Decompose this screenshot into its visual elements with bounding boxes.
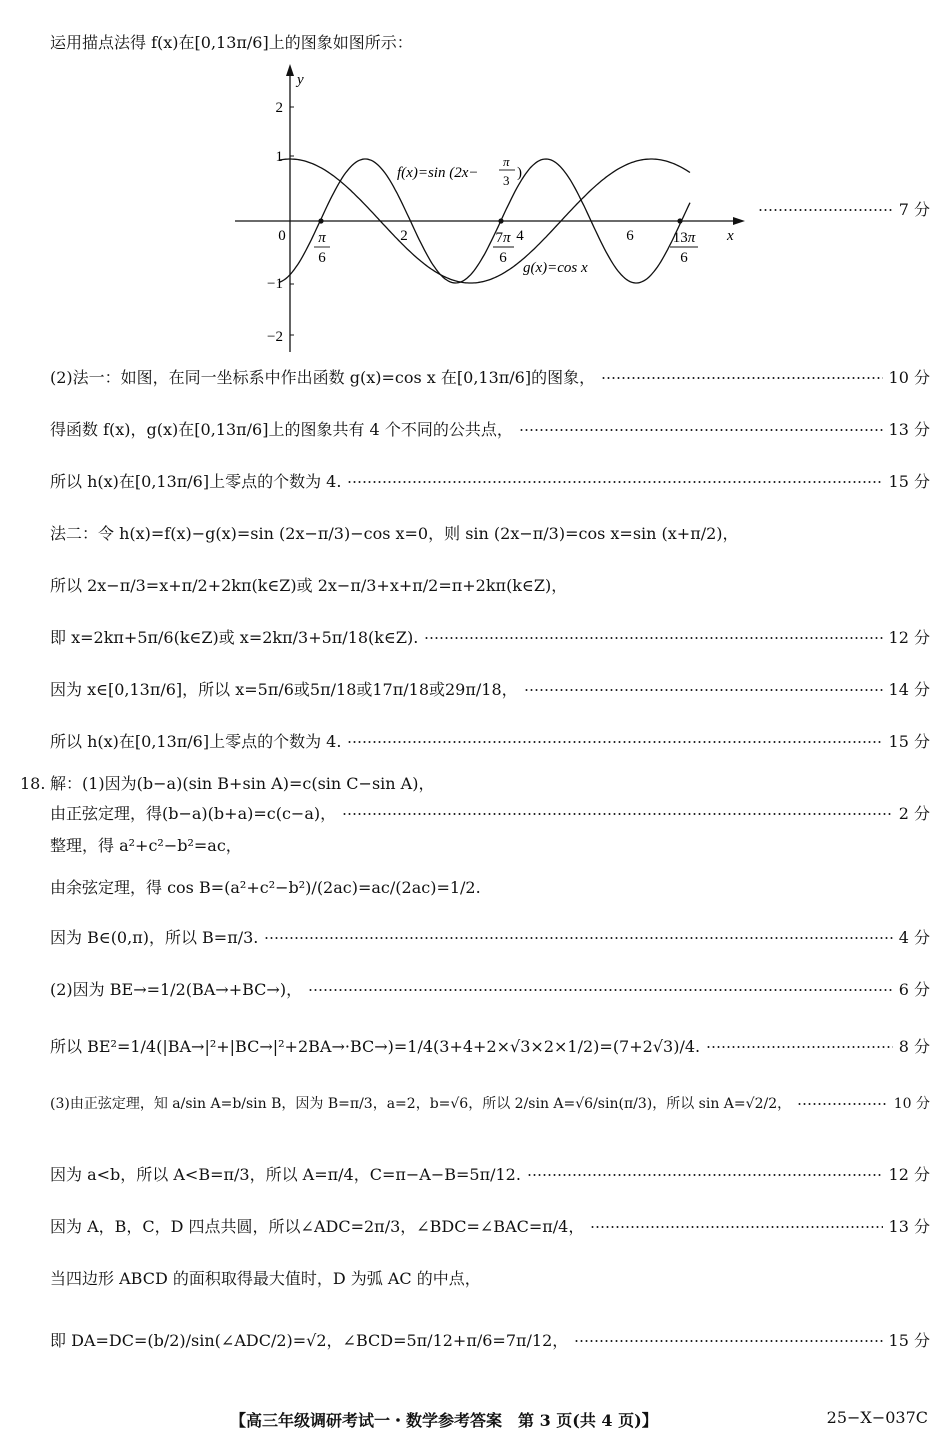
solution-line: 所以 BE²=1/4(|BA→|²+|BC→|²+2BA→·BC→)=1/4(3+4+2×√3×2×1/2)=(7+2√3)/4. 8 分 [50,1037,930,1056]
svg-text:π: π [503,154,510,169]
solution-line: (2)法一：如图，在同一坐标系中作出函数 g(x)=cos x 在[0,13π/6]的图象， 10 分 [50,368,930,387]
function-graph [225,62,755,357]
solution-line: 运用描点法得 f(x)在[0,13π/6]上的图象如图所示： [50,33,413,52]
y-axis-arrow [286,64,294,76]
footer-code: 25−X−037C [826,1408,928,1427]
label-6b: 6 [499,250,507,266]
x-tick-label: 6 [626,228,634,244]
solution-line: 整理，得 a²+c²−b²=ac， [50,836,242,855]
solution-line: 得函数 f(x)，g(x)在[0,13π/6]上的图象共有 4 个不同的公共点， 13 分 [50,420,930,439]
svg-text:): ) [517,165,522,181]
solution-line: 由正弦定理，得(b−a)(b+a)=c(c−a)， 2 分 [50,804,930,823]
x-axis-label: x [727,228,734,244]
graph-score-line [752,199,930,221]
label-13pi: 13π [672,230,696,246]
solution-line: 解：(1)因为(b−a)(sin B+sin A)=c(sin C−sin A)， [50,774,435,793]
label-6: 6 [318,250,326,266]
axes [235,72,737,352]
solution-line: 由余弦定理，得 cos B=(a²+c²−b²)/(2ac)=ac/(2ac)=1/2. [50,878,481,897]
y-tick-label: −1 [267,276,283,292]
solution-line: 即 DA=DC=(b/2)/sin(∠ADC/2)=√2，∠BCD=5π/12+π/6=7π/12， 15 分 [50,1331,930,1350]
y-tick-label: 1 [275,149,283,165]
solution-line: 因为 B∈(0,π)，所以 B=π/3. 4 分 [50,928,930,947]
solution-line: 因为 A，B，C，D 四点共圆，所以∠ADC=2π/3，∠BDC=∠BAC=π/4， 13 分 [50,1217,930,1236]
solution-line: 因为 x∈[0,13π/6]，所以 x=5π/6或5π/18或17π/18或29π/18， 14 分 [50,680,930,699]
solution-line: 所以 h(x)在[0,13π/6]上零点的个数为 4. 15 分 [50,472,930,491]
solution-line: 即 x=2kπ+5π/6(k∈Z)或 x=2kπ/3+5π/18(k∈Z). 12 分 [50,628,930,647]
y-axis-label: y [297,72,304,88]
footer-title: 【高三年级调研考试一・数学参考答案 第 3 页(共 4 页)】 [230,1411,658,1430]
x-tick-label: 4 [516,228,524,244]
label-g: g(x)=cos x [523,260,588,276]
y-tick-label: −2 [267,329,283,345]
x-tick-label: 2 [400,228,408,244]
label-6c: 6 [680,250,688,266]
question-number: 18. [20,774,46,793]
label-7pi: 7π [495,230,511,246]
label-f: f(x)=sin (2x− [397,165,479,181]
solution-line: (2)因为 BE→=1/2(BA→+BC→)， 6 分 [50,980,930,999]
solution-line: 当四边形 ABCD 的面积取得最大值时，D 为弧 AC 的中点， [50,1269,481,1288]
svg-text:3: 3 [503,173,510,188]
score: 7 分 [898,200,930,219]
solution-line: 所以 h(x)在[0,13π/6]上零点的个数为 4. 15 分 [50,732,930,751]
solution-line: 法二：令 h(x)=f(x)−g(x)=sin (2x−π/3)−cos x=0，则 sin (2x−π/3)=cos x=sin (x+π/2)， [50,524,739,543]
solution-line: 因为 a<b，所以 A<B=π/3，所以 A=π/4，C=π−A−B=5π/12. 12 分 [50,1165,930,1184]
solution-line: 所以 2x−π/3=x+π/2+2kπ(k∈Z)或 2x−π/3+x+π/2=π+2kπ(k∈Z)， [50,576,568,595]
x-axis-arrow [733,217,745,225]
origin-label: 0 [278,228,286,244]
solution-line: (3)由正弦定理，知 a/sin A=b/sin B，因为 B=π/3，a=2，b=√6，所以 2/sin A=√6/sin(π/3)，所以 sin A=√2/2， 10 分 [50,1096,930,1112]
label-pi: π [318,230,326,246]
y-tick-label: 2 [275,100,283,116]
